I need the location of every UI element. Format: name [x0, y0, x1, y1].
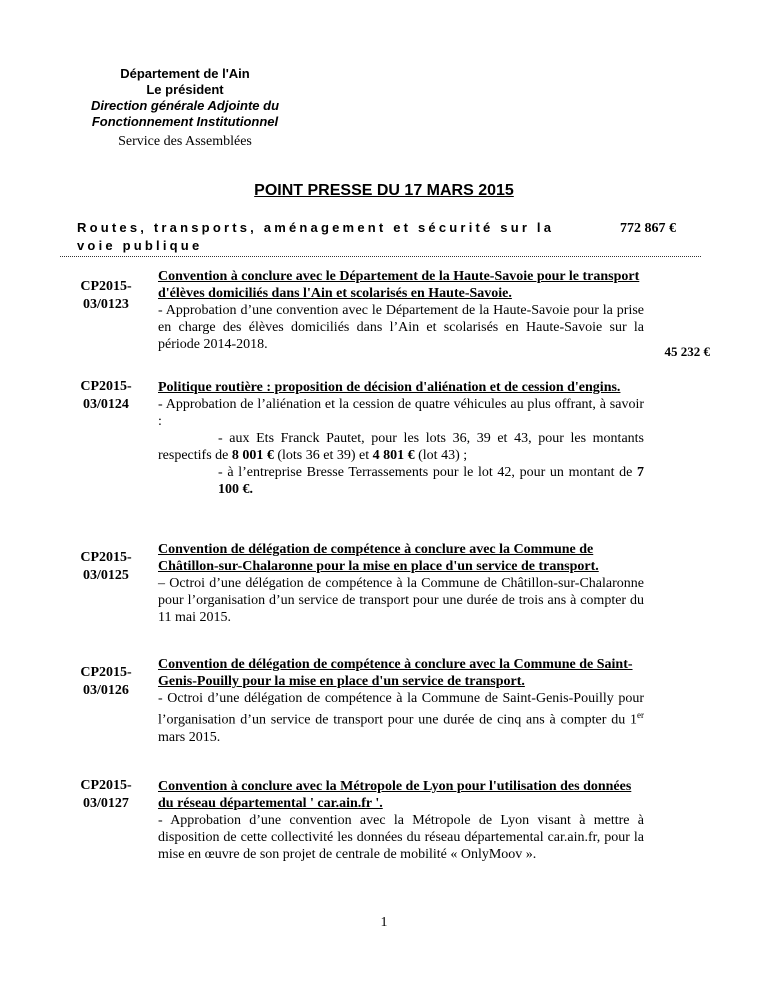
item-code: CP2015- 03/0123: [80, 279, 132, 312]
item-text: - Approbation de l’aliénation et la cession de quatre véhicules au plus offrant, à savoir :: [158, 397, 644, 429]
org-president: Le président: [146, 82, 224, 97]
org-direction-2: Fonctionnement Institutionnel: [91, 114, 279, 129]
item-sub-2: - à l’entreprise Bresse Terrassements pour le lot 42, pour un montant de 7 100 €.: [218, 465, 644, 497]
item-heading: Convention de délégation de compétence à conclure avec la Commune de Saint-Genis-Pouilly pour la mise en place d'un service de transport.: [158, 657, 633, 689]
item-heading: Convention à conclure avec la Métropole de Lyon pour l'utilisation des données du réseau départemental ' car.ain.fr '.: [158, 779, 632, 811]
item-code: CP2015- 03/0124: [80, 379, 132, 412]
section-divider: [60, 256, 701, 257]
organization-header: [60, 66, 310, 153]
item-amount: 45 232 €: [664, 344, 710, 359]
section-total: 772 867 €: [620, 221, 676, 236]
item-code: CP2015- 03/0126: [80, 665, 132, 698]
item-heading: Convention de délégation de compétence à conclure avec la Commune de Châtillon-sur-Chalaronne pour la mise en place d'un service de transport.: [158, 542, 599, 574]
section-title: Routes, transports, aménagement et sécurité sur la voie publique: [77, 220, 555, 253]
item-body: [158, 778, 644, 863]
item-heading: Politique routière : proposition de décision d'aliénation et de cession d'engins.: [158, 380, 621, 395]
org-direction: Direction générale Adjointe du: [90, 98, 280, 113]
item-body: [158, 541, 644, 626]
item-heading: Convention à conclure avec le Département de la Haute-Savoie pour le transport d'élèves domiciliés dans l'Ain et scolarisés en Haute-Savoie.: [158, 269, 640, 301]
item-code: CP2015- 03/0125: [80, 550, 132, 583]
org-service: Service des Assemblées: [118, 134, 252, 149]
item-body: [158, 379, 644, 498]
item-text: - Approbation d’une convention avec la Métropole de Lyon visant à mettre à disposition de cette collectivité les données du réseau départemental car.ain.fr, pour la mise en œuvre de son projet de centrale de mobilité « OnlyMoov ».: [158, 813, 644, 862]
item-text: – Octroi d’une délégation de compétence à la Commune de Châtillon-sur-Chalaronne pour l’organisation d’un service de transport pour une durée de trois ans à compter du 11 mai 2015.: [158, 576, 644, 625]
page-number: 1: [380, 915, 388, 930]
item-text: - Octroi d’une délégation de compétence à la Commune de Saint-Genis-Pouilly pour l’organisation d’un service de transport pour une durée de cinq ans à compter du 1er mars 2015.: [158, 691, 644, 745]
item-text: - Approbation d’une convention avec le Département de la Haute-Savoie pour la prise en charge des élèves domiciliés dans l’Ain et scolarisés en Haute-Savoie sur la période 2014-2018.: [158, 303, 644, 352]
item-sub-1: - aux Ets Franck Pautet, pour les lots 36, 39 et 43, pour les montants respectifs de 8 001 € (lots 36 et 39) et 4 801 € (lot 43) ;: [158, 431, 644, 463]
item-body: [158, 268, 644, 353]
page-title: POINT PRESSE DU 17 MARS 2015: [254, 182, 514, 199]
item-code: CP2015- 03/0127: [80, 778, 132, 811]
org-name: Département de l'Ain: [120, 66, 250, 81]
item-body: [158, 656, 644, 746]
